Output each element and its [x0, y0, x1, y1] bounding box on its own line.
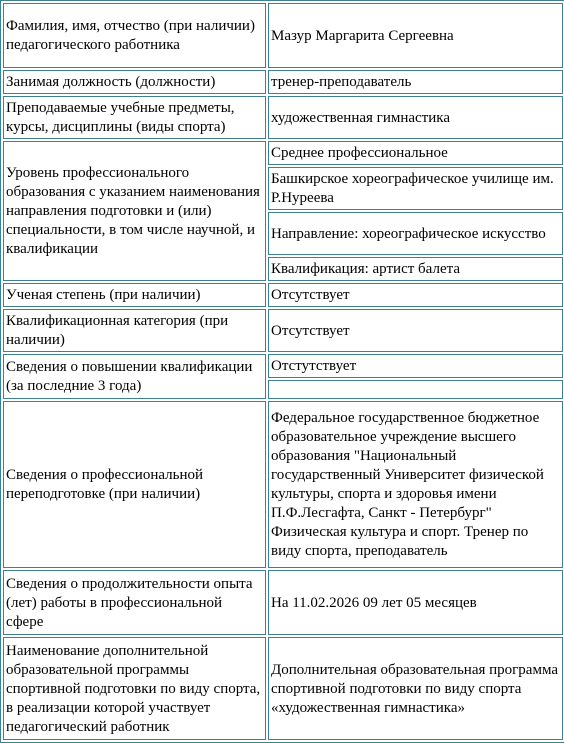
value-education-level: Среднее профессиональное: [268, 141, 563, 165]
table-row-retraining: [3, 401, 563, 568]
table-row-fio: [3, 3, 563, 68]
value-position: тренер-преподаватель: [268, 70, 563, 94]
table-row-degree: [3, 283, 563, 307]
value-subjects: художественная гимнастика: [268, 96, 563, 139]
label-experience: Сведения о продолжительности опыта (лет) работы в профессиональной сфере: [3, 570, 266, 635]
value-training-2: [268, 380, 563, 399]
label-program: Наименование дополнительной образовательной программы спортивной подготовки по виду спорта, в реализации которой участвует педагогический работник: [3, 637, 266, 740]
table-row-position: [3, 70, 563, 94]
value-degree: Отсутствует: [268, 283, 563, 307]
table-row-experience: [3, 570, 563, 635]
table-row-education-level: [3, 141, 563, 165]
label-retraining: Сведения о профессиональной переподготовке (при наличии): [3, 401, 266, 568]
table-row-program: [3, 637, 563, 740]
table-row-category: [3, 309, 563, 352]
value-education-direction: Направление: хореографическое искусство: [268, 212, 563, 255]
value-education-institution: Башкирское хореографическое училище им. Р.Нуреева: [268, 167, 563, 210]
label-subjects: Преподаваемые учебные предметы, курсы, дисциплины (виды спорта): [3, 96, 266, 139]
value-experience: На 11.02.2026 09 лет 05 месяцев: [268, 570, 563, 635]
value-category: Отсутствует: [268, 309, 563, 352]
label-education: Уровень профессионального образования с указанием наименования направления подготовки и (или) специальности, в том числе научной, и квалификации: [3, 141, 266, 281]
value-training: Отстутствует: [268, 354, 563, 378]
label-position: Занимая должность (должности): [3, 70, 266, 94]
label-fio: Фамилия, имя, отчество (при наличии) педагогического работника: [3, 3, 266, 68]
value-retraining: Федеральное государственное бюджетное образовательное учреждение высшего образования "Национальный государственный Университет физической культуры, спорта и здоровья имени П.Ф.Лесгафта, Санкт - Петербург" Физическая культура и спорт. Тренер по виду спорта, преподаватель: [268, 401, 563, 568]
label-degree: Ученая степень (при наличии): [3, 283, 266, 307]
label-category: Квалификационная категория (при наличии): [3, 309, 266, 352]
value-education-qualification: Квалификация: артист балета: [268, 257, 563, 281]
value-fio: Мазур Маргарита Сергеевна: [268, 3, 563, 68]
table-row-training: [3, 354, 563, 378]
value-program: Дополнительная образовательная программа спортивной подготовки по виду спорта «художественная гимнастика»: [268, 637, 563, 740]
label-training: Сведения о повышении квалификации (за последние 3 года): [3, 354, 266, 399]
table-row-subjects: [3, 96, 563, 139]
